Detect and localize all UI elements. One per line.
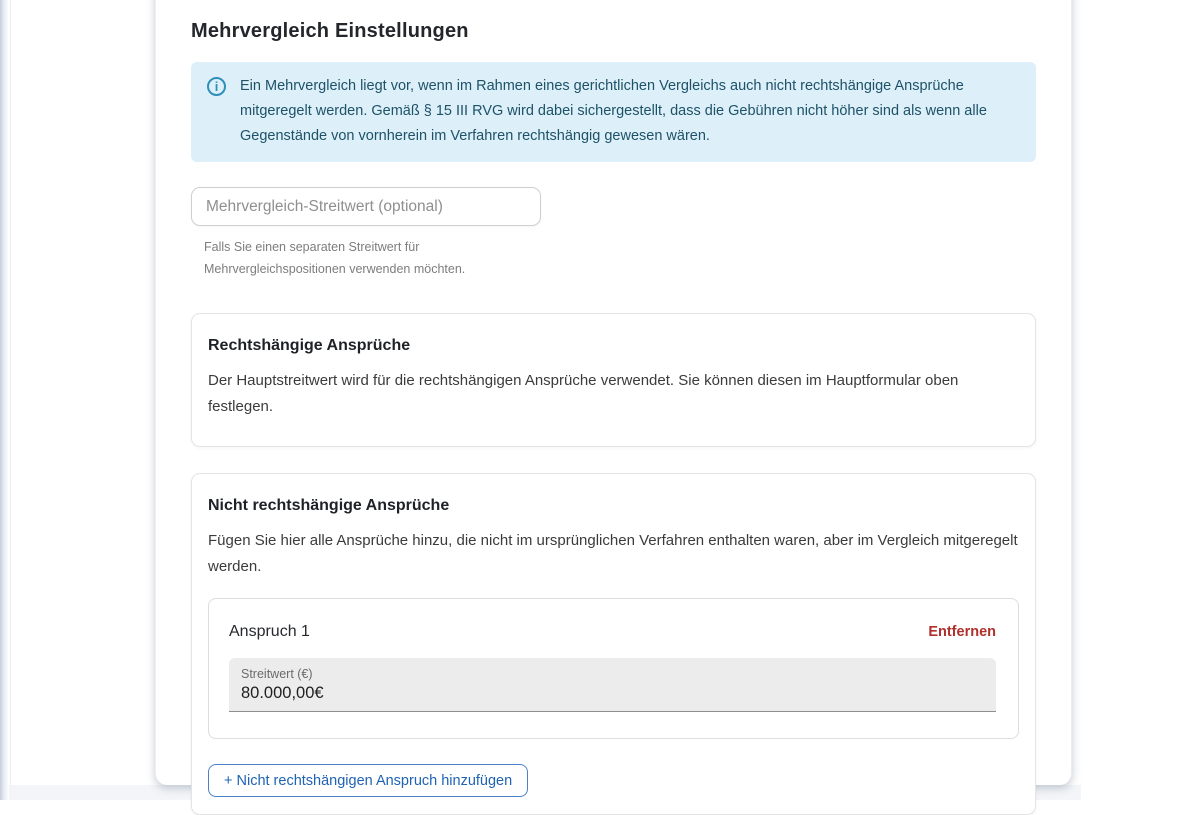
gutter-divider (10, 0, 11, 785)
nicht-rechtshaengige-card-title: Nicht rechtshängige Ansprüche (208, 497, 450, 514)
info-banner-text: Ein Mehrvergleich liegt vor, wenn im Rahmen eines gerichtlichen Vergleichs auch nicht rechtshängige Ansprüche mitgeregelt werden. Gemäß § 15 III RVG wird dabei sichergestellt, dass die Gebühren nicht höher sind als wenn alle Gegenstände von vornherein im Verfahren rechtshängig gewesen wären. (240, 78, 987, 144)
anspruch-label: Anspruch 1 (229, 623, 310, 640)
entfernen-button[interactable]: Entfernen (928, 624, 996, 640)
input-helper-text: Falls Sie einen separaten Streitwert für Mehrvergleichspositionen verwenden möchten. (204, 240, 466, 276)
page-title: Mehrvergleich Einstellungen (191, 20, 469, 42)
streitwert-field-label: Streitwert (€) (241, 667, 313, 681)
settings-panel (155, 0, 1072, 789)
info-icon: i (207, 77, 226, 96)
rechtshaengige-card-description: Der Hauptstreitwert wird für die rechtshängigen Ansprüche verwendet. Sie können diesen im Hauptformular oben festlegen. (208, 372, 959, 415)
streitwert-field-input[interactable] (241, 684, 984, 703)
info-banner (191, 62, 1036, 162)
nicht-rechtshaengige-card (191, 473, 1036, 815)
mehrvergleich-streitwert-input[interactable] (191, 187, 541, 226)
scrollbar-track[interactable] (0, 0, 9, 800)
anspruch-header (229, 623, 996, 641)
rechtshaengige-card (191, 313, 1036, 447)
rechtshaengige-card-title: Rechtshängige Ansprüche (208, 337, 411, 354)
nicht-rechtshaengige-card-description: Fügen Sie hier alle Ansprüche hinzu, die nicht im ursprünglichen Verfahren enthalten waren, aber im Vergleich mitgeregelt werden. (208, 532, 1018, 575)
streitwert-field[interactable] (229, 658, 996, 712)
anspruch-card (208, 598, 1019, 739)
add-anspruch-button[interactable]: + Nicht rechtshängigen Anspruch hinzufügen (208, 764, 528, 797)
